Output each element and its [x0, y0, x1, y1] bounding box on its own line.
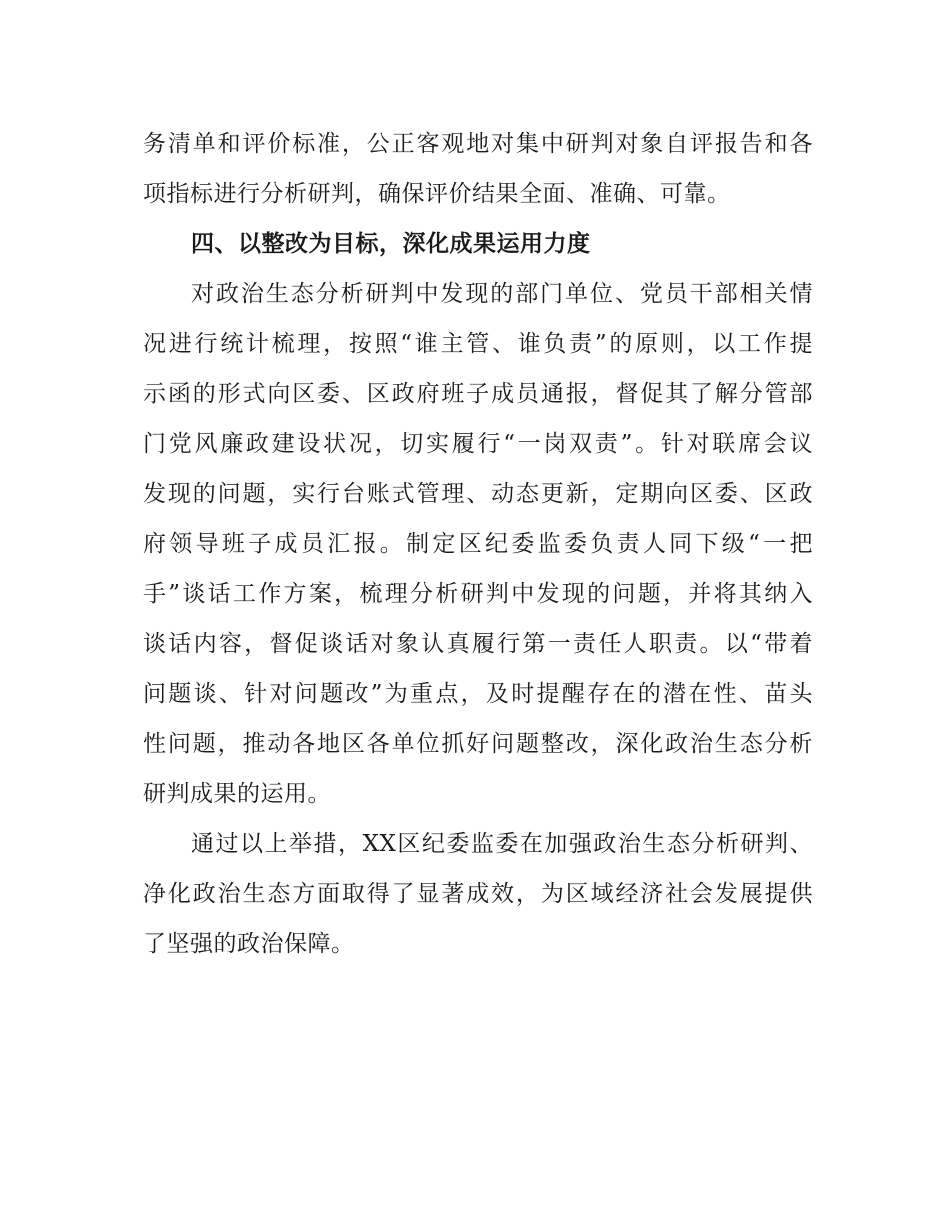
text-line: 净化政治生态方面取得了显著成效，为区域经济社会发展提供 — [143, 881, 813, 907]
paragraph-rectification — [143, 269, 813, 819]
text-line: 府领导班子成员汇报。制定区纪委监委负责人同下级“一把 — [143, 531, 813, 557]
document-page — [143, 119, 813, 969]
text-line: 手”谈话工作方案，梳理分析研判中发现的问题，并将其纳入 — [143, 581, 813, 607]
text-line: 性问题，推动各地区各单位抓好问题整改，深化政治生态分析 — [143, 731, 813, 757]
text-line: 示函的形式向区委、区政府班子成员通报，督促其了解分管部 — [143, 381, 813, 407]
section-heading: 四、以整改为目标，深化成果运用力度 — [191, 231, 591, 257]
text-line: 项指标进行分析研判，确保评价结果全面、准确、可靠。 — [143, 181, 731, 207]
paragraph-continued — [143, 119, 813, 219]
text-line: 对政治生态分析研判中发现的部门单位、党员干部相关情 — [191, 281, 813, 307]
text-line: 问题谈、针对问题改”为重点，及时提醒存在的潜在性、苗头 — [143, 681, 813, 707]
text-line: 务清单和评价标准，公正客观地对集中研判对象自评报告和各 — [143, 131, 813, 157]
text-line: 通过以上举措，XX区纪委监委在加强政治生态分析研判、 — [191, 831, 813, 857]
text-line: 谈话内容，督促谈话对象认真履行第一责任人职责。以“带着 — [143, 631, 813, 657]
text-line: 了坚强的政治保障。 — [143, 931, 355, 957]
text-line: 门党风廉政建设状况，切实履行“一岗双责”。针对联席会议 — [143, 431, 813, 457]
text-line: 发现的问题，实行台账式管理、动态更新，定期向区委、区政 — [143, 481, 813, 507]
text-line: 况进行统计梳理，按照“谁主管、谁负责”的原则，以工作提 — [143, 331, 813, 357]
text-line: 研判成果的运用。 — [143, 781, 331, 807]
paragraph-conclusion — [143, 819, 813, 969]
